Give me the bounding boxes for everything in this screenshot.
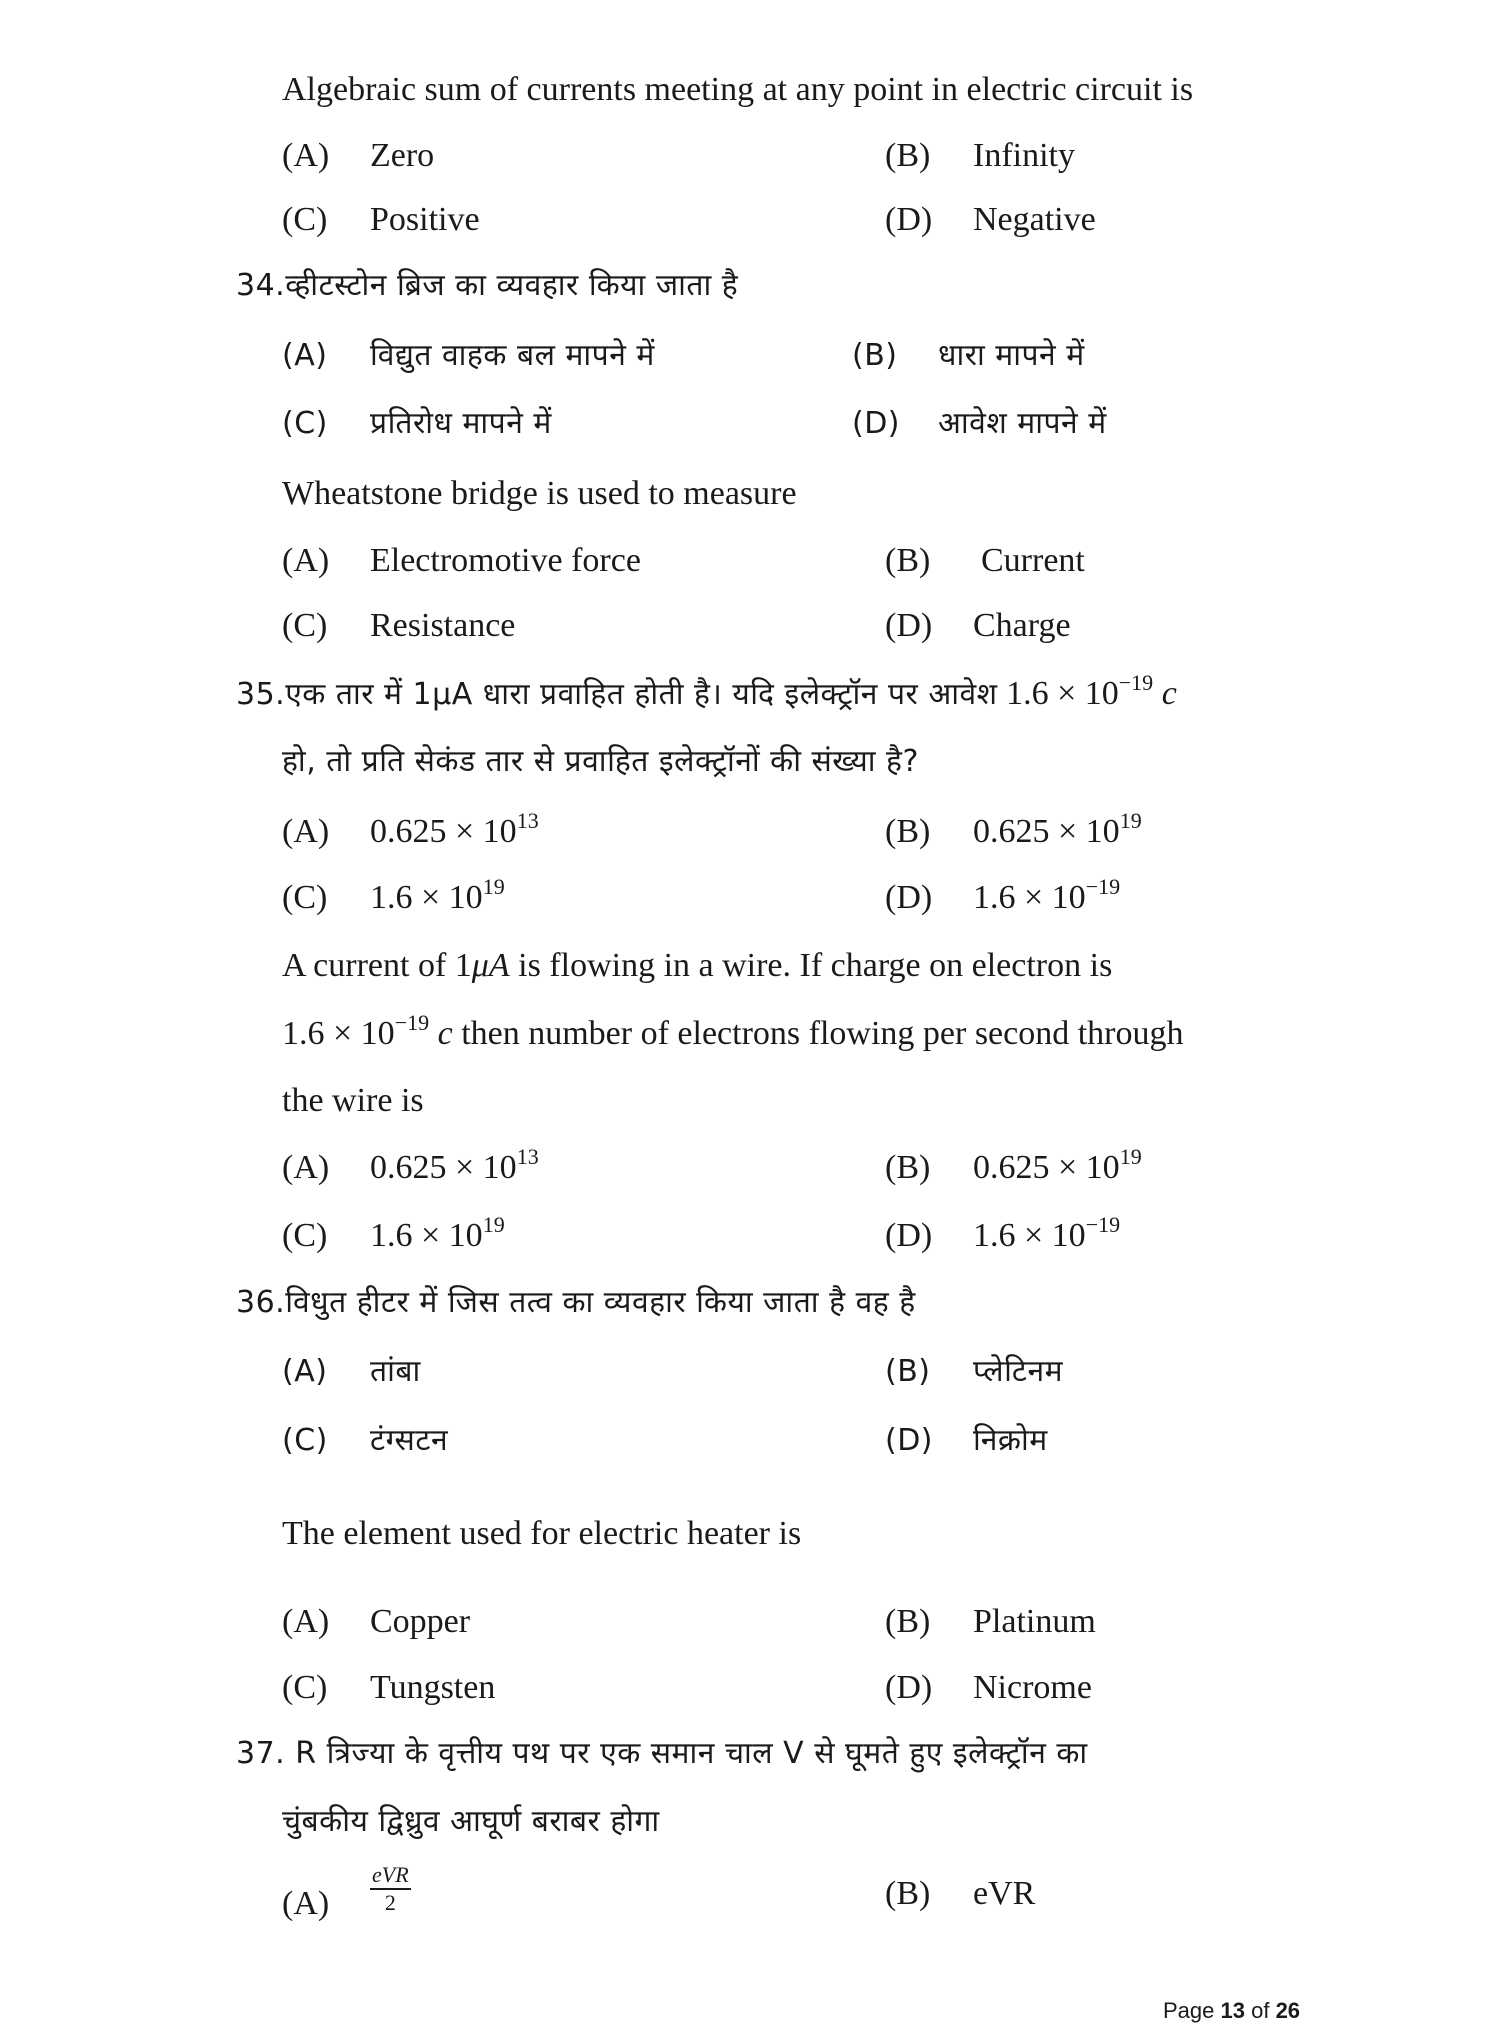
option-label: (A) <box>282 1354 328 1389</box>
option-label: (B) <box>885 1354 931 1389</box>
option-label: (A) <box>282 813 330 850</box>
stem-text: A current of 1 <box>282 947 472 984</box>
option-base: 1.6 × 10 <box>370 879 483 916</box>
q35-stem-hi-text: 35.एक तार में 1μA धारा प्रवाहित होती है। यदि इलेक्ट्रॉन पर आवेश <box>236 677 998 712</box>
q35-stem-hi-line2: हो, तो प्रति सेकंड तार से प्रवाहित इलेक्ट्रॉनों की संख्या है? <box>282 744 919 779</box>
option-text: टंग्सटन <box>370 1423 449 1458</box>
option-text: धारा मापने में <box>938 338 1085 373</box>
option-base: 1.6 × 10 <box>370 1217 483 1254</box>
option-value <box>973 1212 1121 1256</box>
q37-stem-hi-line2: चुंबकीय द्विध्रुव आघूर्ण बराबर होगा <box>282 1804 660 1839</box>
q33-stem-en: Algebraic sum of currents meeting at any point in electric circuit is <box>282 71 1194 108</box>
option-text: Zero <box>370 137 435 174</box>
charge-base: 1.6 × 10 <box>282 1015 395 1052</box>
option-label: (D) <box>885 201 933 238</box>
option-text: विद्युत वाहक बल मापने में <box>370 338 655 373</box>
option-value <box>370 808 539 852</box>
option-text: eVR <box>973 1875 1036 1912</box>
option-value <box>370 1212 505 1256</box>
option-label: (D) <box>885 607 933 644</box>
option-text: Charge <box>973 607 1071 644</box>
option-label: (A) <box>282 1149 330 1186</box>
option-text: Infinity <box>973 137 1075 174</box>
q35-stem-en-line2 <box>282 1010 1184 1054</box>
option-text: आवेश मापने में <box>938 406 1107 441</box>
charge-exponent: −19 <box>1118 670 1154 695</box>
option-base: 1.6 × 10 <box>973 1217 1086 1254</box>
option-text: Tungsten <box>370 1669 496 1706</box>
option-exponent: 19 <box>1119 808 1142 833</box>
option-text: Current <box>981 542 1085 579</box>
option-label: (C) <box>282 201 328 238</box>
option-label: (D) <box>885 879 933 916</box>
page-number <box>1163 1998 1300 2024</box>
option-label: (B) <box>885 813 931 850</box>
option-label: (B) <box>885 1875 931 1912</box>
option-text: Copper <box>370 1603 471 1640</box>
option-base: 0.625 × 10 <box>973 813 1120 850</box>
option-label: (A) <box>282 338 328 373</box>
option-text: तांबा <box>370 1354 421 1389</box>
charge-unit: c <box>1161 675 1177 712</box>
option-text: Negative <box>973 201 1096 238</box>
option-text: Electromotive force <box>370 542 641 579</box>
stem-text: then number of electrons flowing per second through <box>452 1015 1184 1052</box>
option-text: Resistance <box>370 607 516 644</box>
option-base: 1.6 × 10 <box>973 879 1086 916</box>
option-label: (A) <box>282 137 330 174</box>
option-label: (B) <box>885 137 931 174</box>
option-label: (C) <box>282 1669 328 1706</box>
option-value <box>973 874 1121 918</box>
option-label: (C) <box>282 879 328 916</box>
q37-stem-hi-line1: 37. R त्रिज्या के वृत्तीय पथ पर एक समान चाल V से घूमते हुए इलेक्ट्रॉन का <box>236 1736 1088 1771</box>
option-value <box>973 808 1142 852</box>
option-exponent: 13 <box>516 808 539 833</box>
q36-stem-en: The element used for electric heater is <box>282 1515 802 1552</box>
option-base: 0.625 × 10 <box>973 1149 1120 1186</box>
option-label: (D) <box>885 1217 933 1254</box>
option-text: प्रतिरोध मापने में <box>370 406 552 441</box>
stem-text: is flowing in a wire. If charge on electron is <box>509 947 1113 984</box>
option-base: 0.625 × 10 <box>370 813 517 850</box>
option-label: (C) <box>282 1217 328 1254</box>
q34-stem-en: Wheatstone bridge is used to measure <box>282 475 797 512</box>
option-label: (D) <box>885 1669 933 1706</box>
option-label: (C) <box>282 1423 328 1458</box>
option-exponent: 13 <box>516 1144 539 1169</box>
option-base: 0.625 × 10 <box>370 1149 517 1186</box>
option-label: (A) <box>282 1603 330 1640</box>
current-unit: μA <box>471 947 510 984</box>
page-prefix: Page <box>1163 1998 1221 2023</box>
option-text: Nicrome <box>973 1669 1092 1706</box>
option-label: (C) <box>282 406 328 441</box>
option-text: Positive <box>370 201 480 238</box>
option-exponent: −19 <box>1085 1212 1121 1237</box>
option-value <box>370 874 505 918</box>
option-exponent: 19 <box>482 1212 505 1237</box>
q35-stem-hi-charge <box>1006 670 1177 712</box>
option-exponent: −19 <box>1085 874 1121 899</box>
fraction-numerator: eVR <box>370 1862 411 1890</box>
q36-stem-hi: 36.विधुत हीटर में जिस तत्व का व्यवहार किया जाता है वह है <box>236 1285 916 1320</box>
option-label: (C) <box>282 607 328 644</box>
option-exponent: 19 <box>1119 1144 1142 1169</box>
current-page: 13 <box>1220 1998 1245 2023</box>
option-label: (B) <box>852 338 898 373</box>
option-value <box>370 1144 539 1188</box>
option-text: निक्रोम <box>973 1423 1048 1458</box>
option-value <box>973 1144 1142 1188</box>
q35-stem-en-line3: the wire is <box>282 1082 424 1119</box>
q35-stem-en-line1 <box>282 946 1112 986</box>
option-text: प्लेटिनम <box>973 1354 1064 1389</box>
option-label: (A) <box>282 1885 330 1922</box>
option-label: (A) <box>282 542 330 579</box>
option-label: (B) <box>885 542 931 579</box>
option-label: (D) <box>885 1423 934 1458</box>
q34-stem-hi: 34.व्हीटस्टोन ब्रिज का व्यवहार किया जाता है <box>236 268 739 303</box>
option-label: (B) <box>885 1149 931 1186</box>
option-label: (B) <box>885 1603 931 1640</box>
fraction <box>370 1862 411 1916</box>
charge-base: 1.6 × 10 <box>1006 675 1119 712</box>
charge-unit: c <box>437 1015 453 1052</box>
total-pages: 26 <box>1275 1998 1301 2023</box>
option-exponent: 19 <box>482 874 505 899</box>
q35-stem-hi-line1 <box>236 670 1177 715</box>
option-label: (D) <box>852 406 901 441</box>
fraction-denominator: 2 <box>384 1890 396 1915</box>
option-text: Platinum <box>973 1603 1096 1640</box>
charge-exponent: −19 <box>394 1010 430 1035</box>
page-separator: of <box>1244 1998 1276 2023</box>
